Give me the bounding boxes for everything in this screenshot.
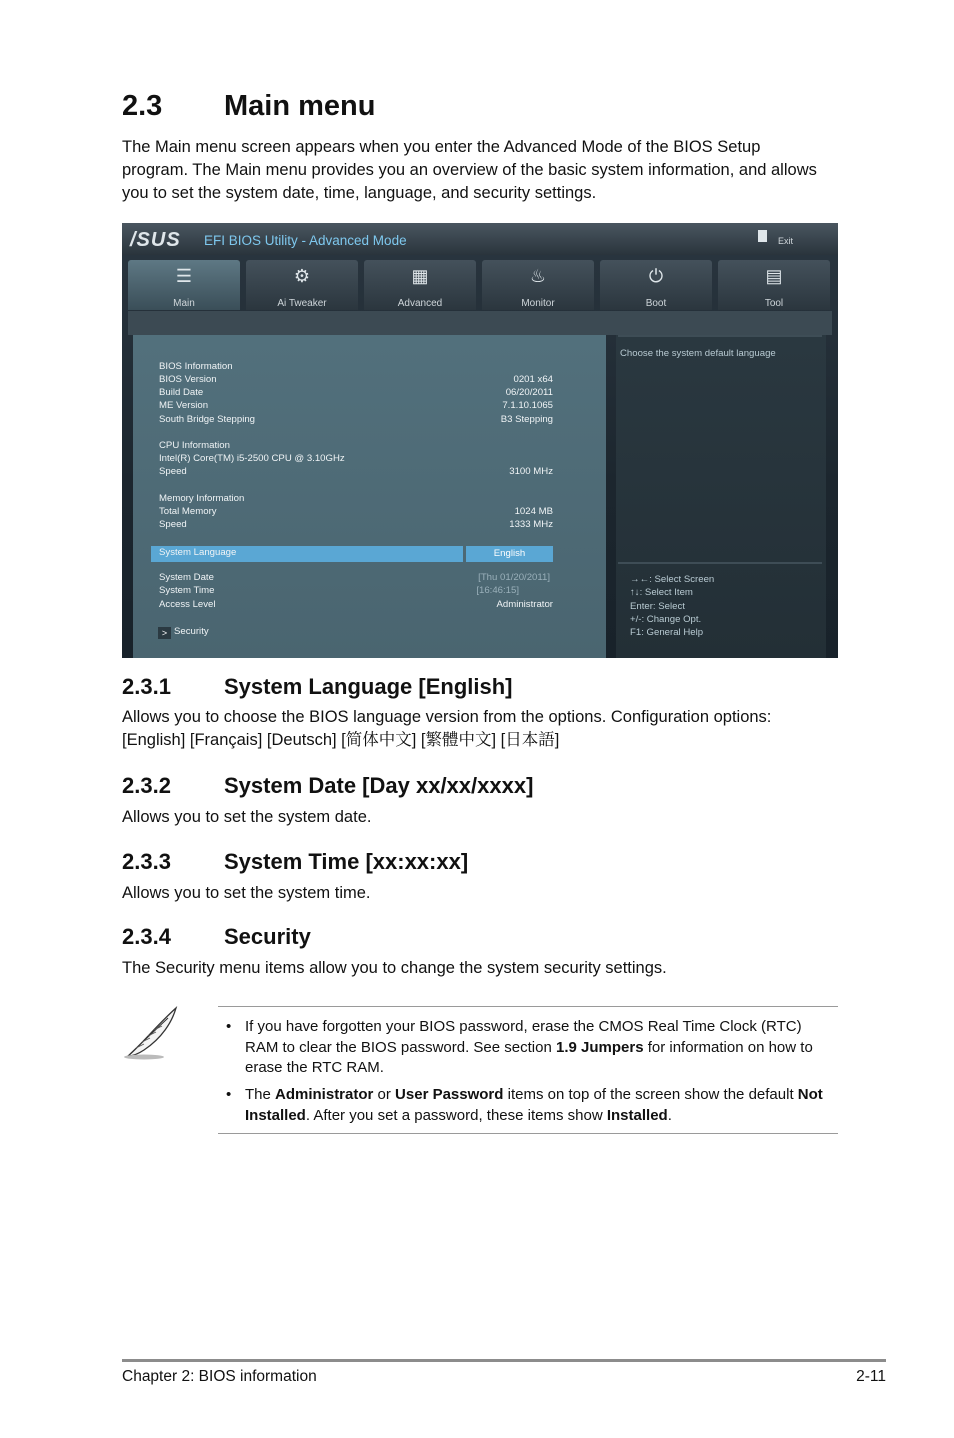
key-select-screen: →←: Select Screen [630, 574, 715, 585]
memory-info-heading: Memory Information [159, 493, 245, 504]
note-top-rule [218, 1006, 838, 1007]
intro-paragraph: The Main menu screen appears when you enter the Advanced Mode of the BIOS Setup program. The Main menu provides you an overview of the basic system information, and allows you to set the system date, time, language, and security settings. [122, 138, 817, 202]
tab-monitor-label: Monitor [521, 298, 555, 309]
note-text-1: If you have forgotten your BIOS password, erase the CMOS Real Time Clock (RTC) RAM to clear the BIOS password. See section 1.9 Jumpers for information on how to erase the RTC RAM. [245, 1018, 813, 1076]
section-heading [122, 90, 375, 123]
tab-boot[interactable] [600, 260, 712, 310]
cpu-name: Intel(R) Core(TM) i5-2500 CPU @ 3.10GHz [159, 453, 345, 464]
exit-button[interactable] [748, 228, 806, 248]
access-level-value: Administrator [496, 599, 553, 610]
system-time-description: Allows you to set the system time. [122, 884, 371, 902]
exit-icon [758, 230, 767, 242]
tab-advanced-label: Advanced [397, 298, 443, 309]
system-language-description: Allows you to choose the BIOS language version from the options. Configuration options: [English] [Français] [Deutsch] [简体中文] [繁體中文] [日本語] [122, 708, 772, 749]
subsection-heading-234 [122, 924, 311, 950]
tab-tool-label: Tool [764, 298, 784, 309]
monitor-icon: ♨ [529, 266, 547, 286]
tab-ai-tweaker-label: Ai Tweaker [277, 298, 327, 309]
subsection-heading-231 [122, 674, 513, 700]
note-bullet-2 [226, 1085, 832, 1127]
note-feather-icon [122, 1004, 182, 1062]
content-header-bar [128, 311, 832, 335]
system-date-description: Allows you to set the system date. [122, 808, 372, 826]
sb-stepping-value: B3 Stepping [500, 414, 553, 425]
bullet: • [226, 1086, 232, 1103]
bios-app-title: EFI BIOS Utility - Advanced Mode [204, 233, 407, 248]
me-version-value: 7.1.10.1065 [502, 400, 553, 411]
footer-rule [122, 1359, 886, 1362]
tool-icon: ▤ [765, 266, 783, 286]
section-number: 2.3 [122, 90, 163, 122]
subsection-heading-233 [122, 849, 468, 875]
tab-boot-label: Boot [645, 298, 667, 309]
tab-advanced[interactable] [364, 260, 476, 310]
build-date-value: 06/20/2011 [505, 387, 553, 398]
tab-ai-tweaker[interactable] [246, 260, 358, 310]
list-icon: ☰ [175, 266, 193, 286]
security-description: The Security menu items allow you to change the system security settings. [122, 959, 667, 977]
submenu-arrow-icon: > [158, 627, 171, 639]
cpu-info-heading: CPU Information [159, 440, 230, 451]
total-memory-value: 1024 MB [514, 506, 553, 517]
key-select-item: ↑↓: Select Item [630, 587, 693, 598]
bullet: • [226, 1018, 232, 1035]
tweaker-icon: ⚙ [293, 266, 311, 286]
total-memory-label: Total Memory [159, 506, 217, 517]
note-text-2: The Administrator or User Password items on top of the screen show the default Not Installed. After you set a password, these items show Installed. [245, 1086, 823, 1124]
asus-logo: /SUS [130, 229, 181, 251]
footer-chapter: Chapter 2: BIOS information [122, 1368, 317, 1385]
subsection-number: 2.3.2 [122, 773, 171, 798]
system-time-value[interactable]: [16:46:15] [476, 585, 519, 596]
bios-version-label: BIOS Version [159, 374, 217, 385]
note-bullet-1 [226, 1017, 832, 1079]
cpu-speed-value: 3100 MHz [509, 466, 553, 477]
access-level-label: Access Level [159, 599, 216, 610]
help-text: Choose the system default language [620, 348, 776, 359]
system-language-label: System Language [159, 547, 237, 558]
me-version-label: ME Version [159, 400, 209, 411]
memory-speed-label: Speed [159, 519, 187, 530]
key-change-opt: +/-: Change Opt. [630, 614, 702, 625]
system-time-label: System Time [159, 585, 215, 596]
subsection-heading-232 [122, 773, 533, 799]
bios-screenshot [122, 223, 838, 658]
sb-stepping-label: South Bridge Stepping [159, 414, 256, 425]
subsection-title: System Language [English] [224, 674, 513, 699]
bios-version-value: 0201 x64 [513, 374, 553, 385]
subsection-title: System Date [Day xx/xx/xxxx] [224, 773, 534, 798]
bios-info-heading: BIOS Information [159, 361, 233, 372]
help-divider-top [618, 335, 822, 337]
help-divider-bottom [618, 562, 822, 564]
footer-page-number: 2-11 [856, 1368, 886, 1385]
exit-label: Exit [778, 236, 794, 246]
system-language-select[interactable]: English [466, 546, 553, 562]
system-date-label: System Date [159, 572, 214, 583]
tab-main-label: Main [173, 298, 195, 309]
power-icon: ⏻ [648, 266, 664, 286]
subsection-title: System Time [xx:xx:xx] [224, 849, 469, 874]
key-enter: Enter: Select [630, 601, 685, 612]
memory-speed-value: 1333 MHz [509, 519, 553, 530]
cpu-speed-label: Speed [159, 466, 187, 477]
subsection-number: 2.3.3 [122, 849, 171, 874]
tab-tool[interactable] [718, 260, 830, 310]
tab-main[interactable] [128, 260, 240, 310]
key-general-help: F1: General Help [630, 627, 704, 638]
section-title: Main menu [224, 90, 376, 122]
build-date-label: Build Date [159, 387, 204, 398]
subsection-title: Security [224, 924, 311, 949]
tab-monitor[interactable] [482, 260, 594, 310]
subsection-number: 2.3.1 [122, 674, 171, 699]
advanced-icon: ▦ [411, 266, 429, 286]
security-submenu[interactable]: Security [174, 626, 209, 637]
subsection-number: 2.3.4 [122, 924, 171, 949]
system-date-value[interactable]: [Thu 01/20/2011] [478, 572, 550, 583]
note-bottom-rule [218, 1133, 838, 1134]
